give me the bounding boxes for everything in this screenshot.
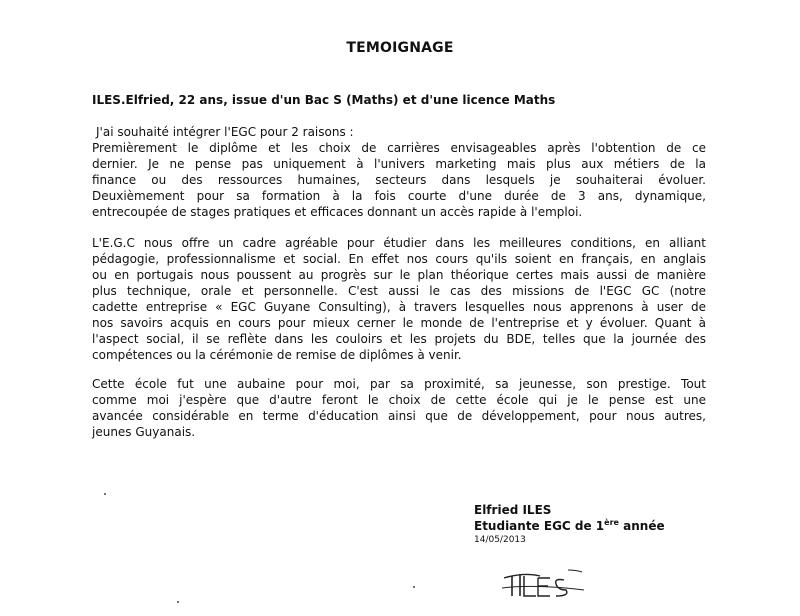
document-title: TEMOIGNAGE bbox=[346, 40, 454, 56]
author-line: ILES.Elfried, 22 ans, issue d'un Bac S (Maths) et d'une licence Maths bbox=[92, 93, 556, 107]
paragraph-1-line: dernier. Je ne pense pas uniquement à l'univers marketing mais plus aux métiers de la bbox=[92, 157, 706, 171]
signer-role bbox=[474, 518, 665, 534]
signer-role-suffix: année bbox=[618, 519, 665, 533]
handwritten-signature bbox=[494, 566, 590, 602]
paragraph-1 bbox=[92, 140, 706, 220]
paragraph-3-line: Cette école fut une aubaine pour moi, par sa proximité, sa jeunesse, son prestige. Tout bbox=[92, 377, 706, 391]
signature-date: 14/05/2013 bbox=[474, 535, 526, 545]
paragraph-2-line: nos savoirs acquis en cours pour mieux cerner le monde de l'entreprise et y évoluer. Quant à bbox=[92, 316, 706, 330]
paragraph-2-line: cadette entreprise « EGC Guyane Consulting), à travers lesquelles nous apprenons à user de bbox=[92, 300, 706, 314]
scan-speck bbox=[413, 586, 415, 588]
scan-speck bbox=[177, 601, 179, 603]
paragraph-1-line: Deuxièmement pour sa formation à la fois courte d'une durée de 3 ans, dynamique, bbox=[92, 189, 706, 203]
paragraph-2-line: L'E.G.C nous offre un cadre agréable pour étudier dans les meilleures conditions, en alliant bbox=[92, 236, 706, 250]
intro-paragraph bbox=[92, 124, 706, 140]
paragraph-1-line: entrecoupée de stages pratiques et efficaces donnant un accès rapide à l'emploi. bbox=[92, 205, 583, 219]
paragraph-3-line: jeunes Guyanais. bbox=[92, 425, 196, 439]
scan-speck bbox=[104, 493, 106, 495]
paragraph-2 bbox=[92, 235, 706, 363]
paragraph-2-line: pédagogie, professionnalisme et social. En effet nos cours qu'ils soient en français, en anglais bbox=[92, 252, 706, 266]
paragraph-3-line: avancée considérable en terme d'éducation ainsi que de développement, pour nous autres, bbox=[92, 409, 706, 423]
paragraph-1-line: finance ou des ressources humaines, secteurs dans lesquels je souhaiterai évoluer. bbox=[92, 173, 706, 187]
signature-block bbox=[474, 502, 665, 546]
paragraph-2-line: compétences ou la cérémonie de remise de diplômes à venir. bbox=[92, 348, 462, 362]
signer-role-prefix: Etudiante EGC de 1 bbox=[474, 519, 605, 533]
paragraph-2-line: ou en portugais nous poussent au progrès sur le plan théorique certes mais aussi de manière bbox=[92, 268, 706, 282]
paragraph-2-line: l'aspect social, il se reflète dans les couloirs et les projets du BDE, telles que la journée des bbox=[92, 332, 706, 346]
paragraph-1-line: Premièrement le diplôme et les choix de carrières envisageables après l'obtention de ce bbox=[92, 141, 706, 155]
paragraph-3-line: comme moi j'espère que d'autre feront le choix de cette école qui je le pense est une bbox=[92, 393, 706, 407]
paragraph-2-line: plus technique, orale et personnelle. C'est aussi le cas des missions de l'EGC GC (notre bbox=[92, 284, 706, 298]
signer-role-ordinal: ère bbox=[604, 518, 619, 527]
signer-name: Elfried ILES bbox=[474, 503, 552, 517]
intro-line: J'ai souhaité intégrer l'EGC pour 2 raisons : bbox=[96, 125, 354, 139]
paragraph-3 bbox=[92, 376, 706, 440]
